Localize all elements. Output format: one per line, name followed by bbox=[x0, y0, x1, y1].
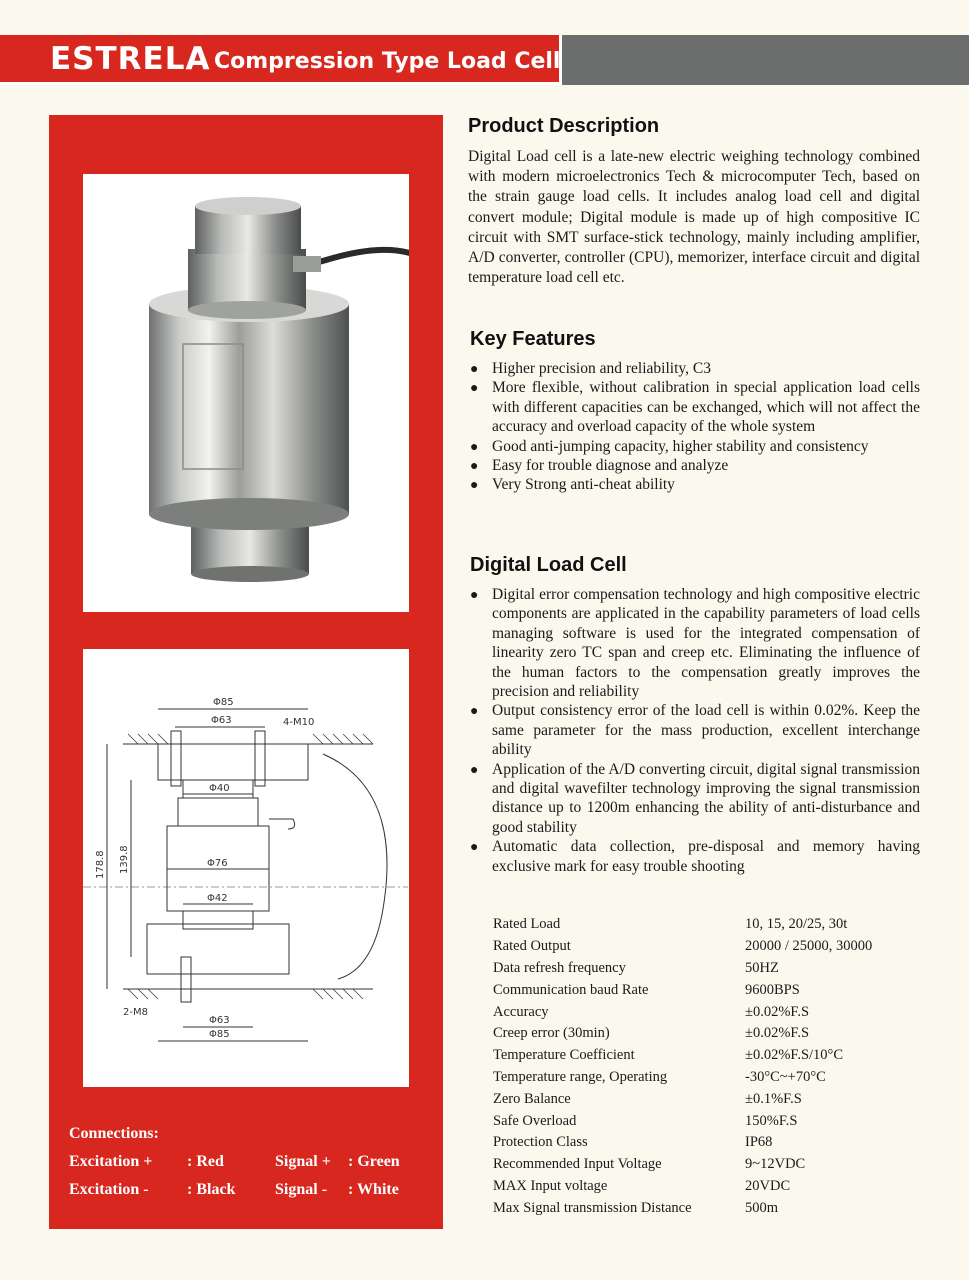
dim-1788: 178.8 bbox=[95, 850, 106, 879]
dim-m10: 4-M10 bbox=[283, 717, 315, 728]
signal-minus-value: : White bbox=[348, 1181, 399, 1198]
excitation-minus-value: : Black bbox=[187, 1181, 236, 1198]
signal-plus-value: : Green bbox=[348, 1153, 400, 1170]
load-cell-image bbox=[83, 174, 409, 612]
table-row: Recommended Input Voltage 9~12VDC bbox=[493, 1156, 806, 1173]
product-photo bbox=[83, 174, 409, 612]
table-row: MAX Input voltage 20VDC bbox=[493, 1177, 791, 1194]
digital-load-cell-heading: Digital Load Cell bbox=[470, 554, 627, 576]
page-title: Compression Type Load Cell bbox=[214, 49, 561, 74]
signal-minus-label: Signal - bbox=[275, 1181, 328, 1198]
bullet-icon: ● bbox=[470, 704, 479, 720]
dimension-drawing bbox=[83, 649, 409, 1087]
table-row: Rated Load 10, 15, 20/25, 30t bbox=[493, 916, 848, 933]
dim-85-top: Φ85 bbox=[213, 697, 234, 708]
dim-63-top: Φ63 bbox=[211, 715, 232, 726]
key-feature-item: ● Easy for trouble diagnose and analyze bbox=[468, 456, 920, 475]
table-row: Temperature Coefficient ±0.02%F.S/10°C bbox=[493, 1047, 844, 1064]
table-row: Accuracy ±0.02%F.S bbox=[493, 1003, 810, 1020]
page-header bbox=[0, 35, 969, 85]
excitation-minus-label: Excitation - bbox=[69, 1181, 149, 1198]
dim-63-bottom: Φ63 bbox=[209, 1015, 230, 1026]
excitation-plus-label: Excitation + bbox=[69, 1153, 153, 1170]
table-row: Data refresh frequency 50HZ bbox=[493, 959, 779, 976]
bullet-icon: ● bbox=[470, 439, 479, 455]
signal-plus-label: Signal + bbox=[275, 1153, 331, 1170]
dim-1398: 139.8 bbox=[119, 845, 130, 874]
bullet-icon: ● bbox=[470, 588, 479, 603]
left-panel bbox=[49, 115, 443, 1229]
table-row: Rated Output 20000 / 25000, 30000 bbox=[493, 938, 873, 955]
digital-feature-item: ● Digital error compensation technology and high compositive electric components are applicated in the capability parameters of load cells managing software is used for the integrated compensation of linearity zero TC span and creep etc. Eliminating the influence of the human factors to the compensation greatly improves the precision and reliability bbox=[470, 586, 920, 701]
dim-m8: 2-M8 bbox=[123, 1007, 148, 1018]
key-features-heading: Key Features bbox=[470, 328, 596, 350]
key-feature-item: ● Good anti-jumping capacity, higher stability and consistency bbox=[468, 437, 920, 456]
table-row: Max Signal transmission Distance 500m bbox=[493, 1199, 779, 1216]
digital-feature-item: ● Application of the A/D converting circuit, digital signal transmission and digital wavefilter technology improving the signal transmission distance up to 1200m enhancing the ability of anti-disturbance and good stability bbox=[470, 760, 920, 836]
dim-76: Φ76 bbox=[207, 858, 228, 869]
digital-load-cell-list bbox=[468, 585, 920, 876]
bullet-icon: ● bbox=[470, 362, 479, 377]
table-row: Temperature range, Operating -30°C~+70°C bbox=[493, 1068, 826, 1085]
dim-40: Φ40 bbox=[209, 783, 230, 794]
key-features-list bbox=[468, 359, 920, 495]
key-feature-item: ● Very Strong anti-cheat ability bbox=[468, 475, 920, 494]
excitation-plus-value: : Red bbox=[187, 1153, 224, 1170]
bullet-icon: ● bbox=[470, 478, 479, 494]
table-row: Protection Class IP68 bbox=[493, 1134, 773, 1151]
table-row: Communication baud Rate 9600BPS bbox=[493, 981, 800, 998]
technical-drawing bbox=[83, 649, 409, 1087]
bullet-icon: ● bbox=[470, 381, 479, 397]
specifications-table bbox=[493, 914, 872, 1219]
digital-feature-item: ● Automatic data collection, pre-disposal and memory having exclusive mark for easy trouble shooting bbox=[470, 838, 920, 875]
product-description-heading: Product Description bbox=[468, 115, 660, 137]
key-feature-item: ● Higher precision and reliability, C3 bbox=[468, 359, 920, 378]
dim-85-bottom: Φ85 bbox=[209, 1029, 230, 1040]
brand-logo: ESTRELA bbox=[50, 41, 211, 77]
table-row: Zero Balance ±0.1%F.S bbox=[493, 1090, 802, 1107]
dim-42: Φ42 bbox=[207, 893, 228, 904]
table-row: Safe Overload 150%F.S bbox=[493, 1112, 798, 1129]
bullet-icon: ● bbox=[470, 762, 479, 778]
key-feature-item: ● More flexible, without calibration in special application load cells with different capacities can be exchanged, which will not affect the accuracy and overload capacity of the whole system bbox=[470, 379, 920, 436]
bullet-icon: ● bbox=[470, 459, 479, 475]
product-description-text: Digital Load cell is a late-new electric weighing technology combined with modern microelectronics Tech & microcomputer Tech, based on the strain gauge load cells. It includes analog load cell and digital convert module; Digital module is made up of high compositive IC circuit with SMT surface-stick technology, mainly including amplifier, A/D converter, controller (CPU), memorizer, interface circuit and digital temperature load cell etc. bbox=[468, 148, 920, 287]
digital-feature-item: ● Output consistency error of the load cell is within 0.02%. Keep the same parameter for the mass production, excellent interchange ability bbox=[470, 702, 920, 759]
table-row: Creep error (30min) ±0.02%F.S bbox=[493, 1025, 810, 1042]
bullet-icon: ● bbox=[470, 840, 479, 856]
connections-title: Connections: bbox=[69, 1125, 159, 1142]
